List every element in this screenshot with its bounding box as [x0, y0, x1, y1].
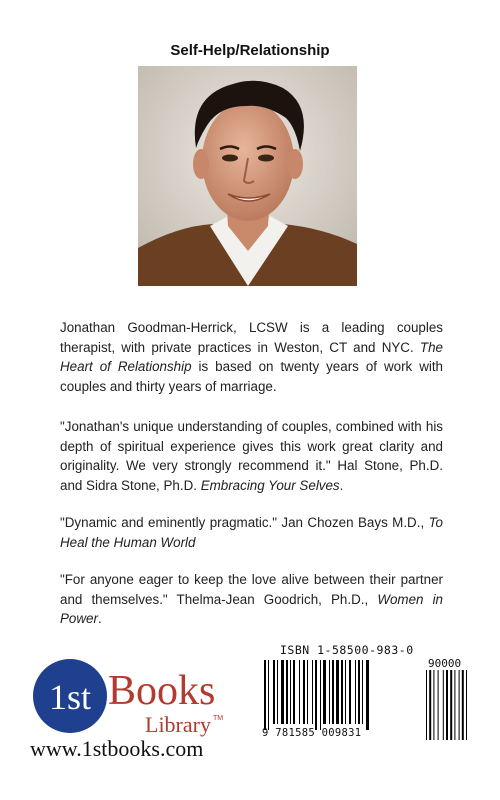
barcode-bar	[307, 660, 308, 724]
barcode-bar	[362, 660, 363, 724]
barcode-bar	[329, 660, 330, 724]
barcode-bar	[293, 660, 295, 724]
barcode-bar	[299, 660, 300, 724]
barcode-addon-bar	[466, 670, 467, 740]
logo-sub: Library	[145, 712, 211, 737]
barcode-addon-bar	[450, 670, 452, 740]
publisher-logo	[30, 652, 245, 742]
barcode-bar	[320, 660, 321, 730]
barcode-addon-bar	[438, 670, 439, 740]
barcode-addon-bar	[454, 670, 455, 740]
barcode-bar	[349, 660, 351, 724]
review-quote: "For anyone eager to keep the love alive between their partner and themselves." Thelma-Jean Goodrich, Ph.D., Women in Power.	[60, 572, 444, 626]
barcode-bar	[336, 660, 339, 724]
barcode-bar	[277, 660, 278, 724]
barcode-bar	[366, 660, 369, 730]
barcode-bar	[268, 660, 269, 730]
quote-source: Women in Power	[60, 591, 444, 626]
barcode-bar	[303, 660, 305, 724]
barcode-bar	[281, 660, 284, 724]
isbn-label: ISBN 1-58500-983-0	[280, 643, 414, 657]
barcode-bar	[332, 660, 334, 724]
barcode-bar	[286, 660, 288, 724]
barcode-addon-bar	[462, 670, 464, 740]
logo-number: 1st	[48, 677, 92, 717]
barcode-addon-bar	[459, 670, 460, 740]
barcode-bar	[355, 660, 356, 724]
barcode-bar	[290, 660, 291, 724]
barcode-bar	[264, 660, 266, 730]
review-quote: "Jonathan's unique understanding of couples, combined with his depth of spiritual experience gives this work great clarity and originality. We very strongly recommend it." Hal Stone, Ph.D. and Sidra Stone, Ph.D. Embracing Your Selves.	[60, 419, 443, 493]
logo-trademark: TM	[213, 715, 224, 722]
barcode-addon-bar	[446, 670, 448, 740]
barcode-bar	[312, 660, 313, 724]
price-code: 90000	[428, 657, 462, 670]
category-label: Self-Help/Relationship	[170, 42, 330, 59]
quote-source: Embracing Your Selves	[200, 477, 340, 493]
barcode-bar	[341, 660, 343, 724]
author-bio: Jonathan Goodman-Herrick, LCSW is a leading couples therapist, with private practices in Weston, CT and NYC. The Heart of Relationship is based on twenty years of work with couples and thirty years of marriage.	[60, 320, 444, 394]
barcode-bar	[323, 660, 326, 724]
barcode-addon-bar	[426, 670, 427, 740]
barcode-bar	[345, 660, 346, 724]
book-title: The Heart of Relationship	[60, 339, 443, 374]
review-quote: "Dynamic and eminently pragmatic." Jan Chozen Bays M.D., To Heal the Human World	[60, 515, 443, 550]
author-photo	[138, 66, 357, 286]
publisher-url: www.1stbooks.com	[30, 736, 204, 761]
barcode-addon-bar	[443, 670, 444, 740]
barcode-bar	[358, 660, 360, 724]
quote-source: To Heal the Human World	[60, 515, 443, 550]
barcode-bar	[315, 660, 317, 730]
barcode-addon-bar	[433, 670, 434, 740]
logo-word: Books	[108, 668, 216, 714]
barcode-addon-bar	[429, 670, 431, 740]
ean-number: 9 781585 009831	[262, 727, 362, 739]
barcode-bar	[273, 660, 275, 724]
